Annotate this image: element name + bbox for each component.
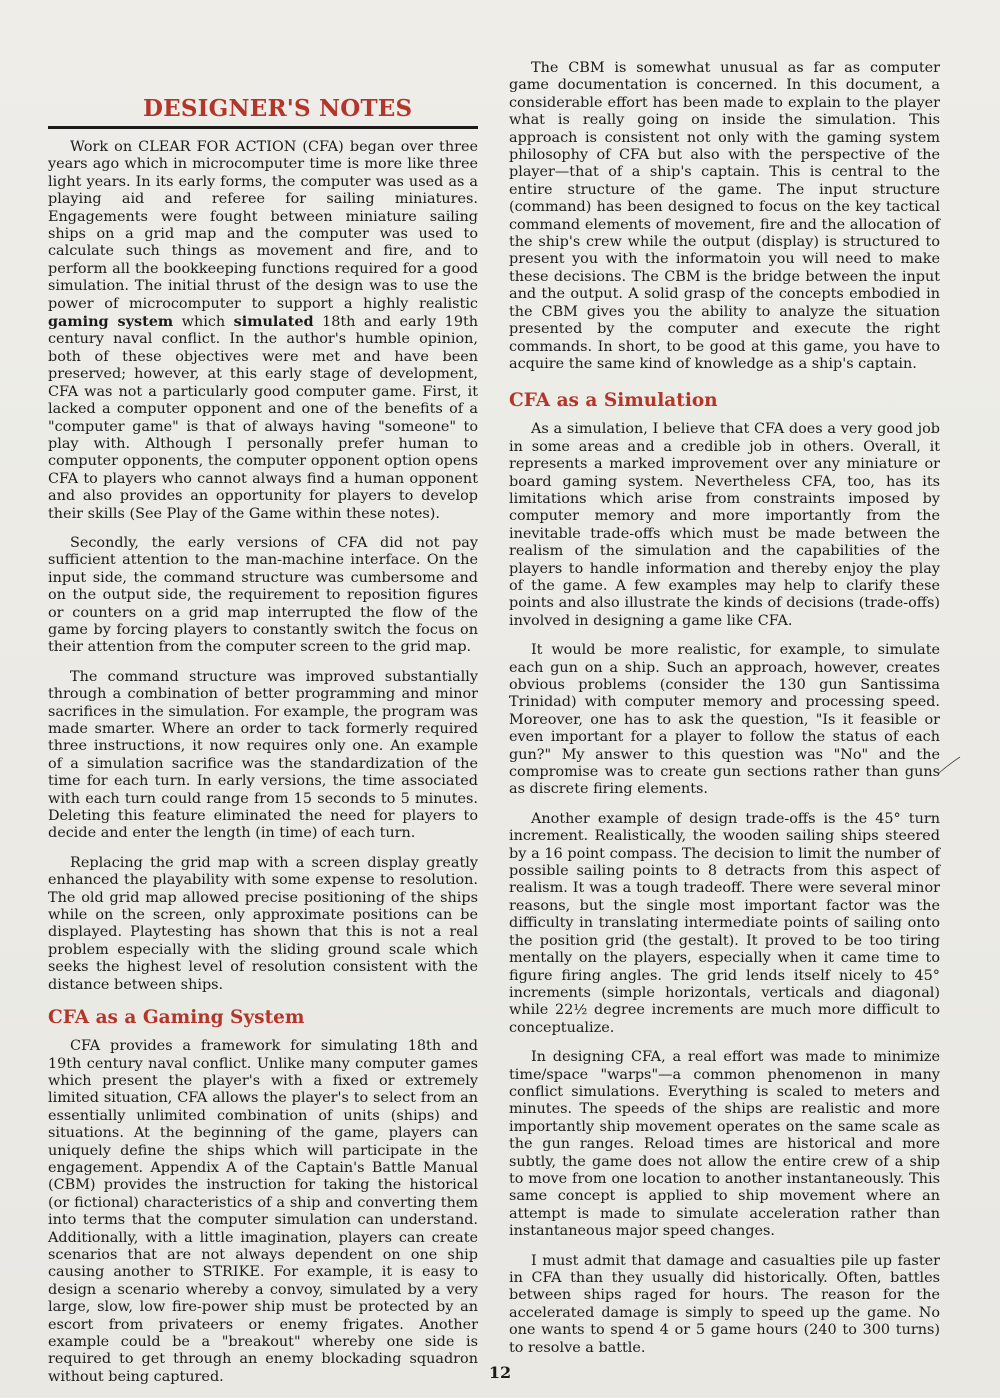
section-heading-gaming-system: CFA as a Gaming System xyxy=(48,1007,305,1029)
left-column xyxy=(48,60,478,1398)
bold-term-simulated: simulated xyxy=(233,313,314,331)
page-title: DESIGNER'S NOTES xyxy=(143,95,413,122)
section-heading-simulation: CFA as a Simulation xyxy=(509,390,718,412)
paragraph-gun-sections: It would be more realistic, for example, to simulate each gun on a ship. Such an approach, however, creates obvious problems (consider the 130 gun Santissima Trinidad) with computer memory and processing speed. Moreover, one has to ask the question, "Is it feasible or even important for a player to follow the status of each gun?" My answer to this question was "No" and the compromise was to create gun sections rather than guns as discrete firing elements. xyxy=(509,642,940,798)
paragraph-command-structure: The command structure was improved substantially through a combination of better programming and minor sacrifices in the simulation. For example, the program was made smarter. Where an order to tack formerly required three instructions, it now requires only one. An example of a simulation sacrifice was the standardization of the time for each turn. In early versions, the time associated with each turn could range from 15 seconds to 5 minutes. Deleting this feature eliminated the need for players to decide and enter the length (in time) of each turn. xyxy=(48,668,478,842)
page-number: 12 xyxy=(488,1363,512,1382)
pen-stroke-mark xyxy=(938,755,962,775)
paragraph-gaming-system: CFA provides a framework for simulating 18th and 19th century naval conflict. Unlike many computer games which present the player's with a fixed or extremely limited situation, CFA allows the player's to select from an essentially unlimited combination of units (ships) and situations. At the beginning of the game, players can uniquely define the ships which will participate in the engagement. Appendix A of the Captain's Battle Manual (CBM) provides the instruction for taking the historical (or fictional) characteristics of a ship and converting them into terms that the computer simulation can understand. Additionally, with a little imagination, players can create scenarios that are not always dependent on one ship causing another to STRIKE. For example, it is easy to design a scenario whereby a convoy, simulated by a very large, slow, low fire-power ship must be protected by an escort from privateers or enemy frigates. Another example could be a "breakout" whereby one side is required to get through an enemy blockading squadron without being captured. xyxy=(48,1038,478,1385)
title-rule xyxy=(48,126,478,129)
paragraph-simulation-intro: As a simulation, I believe that CFA does a very good job in some areas and a credible job in others. Overall, it represents a marked improvement over any miniature or board gaming system. Nevertheless CFA, too, has its limitations which arise from constraints imposed by computer memory and more importantly from the inevitable trade-offs which must be made between the realism of the simulation and the capabilities of the players to handle information and thereby enjoy the play of the game. A few examples may help to clarify these points and also illustrate the kinds of decisions (trade-offs) involved in designing a game like CFA. xyxy=(509,421,940,629)
paragraph-damage: I must admit that damage and casualties pile up faster in CFA than they usually did historically. Often, battles between ships raged for hours. The reason for the accelerated damage is simply to speed up the game. No one wants to spend 4 or 5 game hours (240 to 300 turns) to resolve a battle. xyxy=(509,1252,940,1356)
paragraph-cbm: The CBM is somewhat unusual as far as computer game documentation is concerned. In this document, a considerable effort has been made to explain to the player what is really going on inside the simulation. This approach is consistent not only with the gaming system philosophy of CFA but also with the perspective of the player—that of a ship's captain. This is central to the entire structure of the game. The input structure (command) has been designed to focus on the key tactical command elements of movement, fire and the allocation of the ship's crew while the output (display) is structured to present you with the informatoin you will need to make these decisions. The CBM is the bridge between the input and the output. A solid grasp of the concepts embodied in the CBM gives you the ability to analyze the situation presented by the computer and execute the right commands. In short, to be good at this game, you have to acquire the same kind of knowledge as a ship's captain. xyxy=(509,60,940,372)
paragraph-grid-map: Replacing the grid map with a screen display greatly enhanced the playability with some expense to resolution. The old grid map allowed precise positioning of the ships while on the screen, only approximate positions can be displayed. Playtesting has shown that this is not a real problem especially with the sliding ground scale which seeks the highest level of resolution consistent with the distance between ships. xyxy=(48,854,478,993)
paragraph-intro: Work on CLEAR FOR ACTION (CFA) began over three years ago which in microcomputer time is more like three light years. In its early forms, the computer was used as a playing aid and referee for sailing miniatures. Engagements were fought between miniature sailing ships on a grid map and the computer was used to calculate such things as movement and fire, and to perform all the bookkeeping functions required for a good simulation. The initial thrust of the design was to use the power of microcomputer to support a highly realistic gaming system which simulated 18th and early 19th century naval conflict. In the author's humble opinion, both of these objectives were met and have been preserved; however, at this early stage of development, CFA was not a particularly good computer game. First, it lacked a computer opponent and one of the benefits of a "computer game" is that of always having "someone" to play with. Although I personally prefer human to computer opponents, the computer opponent option opens CFA to players who cannot always find a human opponent and also provides an opportunity for players to develop their skills (See Play of the Game within these notes). xyxy=(48,139,479,522)
paragraph-turn-increment: Another example of design trade-offs is the 45° turn increment. Realistically, the wooden sailing ships steered by a 16 point compass. The decision to limit the number of possible sailing points to 8 detracts from this aspect of realism. It was a tough tradeoff. There were several minor reasons, but the single most important factor was the difficulty in translating intermediate points of sailing onto the position grid (the gestalt). It proved to be too tiring mentally on the players, especially when it came time to figure firing angles. The grid lends itself nicely to 45° increments (simple horizontals, verticals and diagonal) while 22½ degree increments are much more difficult to conceptualize. xyxy=(509,810,940,1036)
right-column xyxy=(509,60,940,1369)
paragraph-man-machine: Secondly, the early versions of CFA did not pay sufficient attention to the man-machine interface. On the input side, the command structure was cumbersome and on the output side, the requirement to reposition figures or counters on a grid map interrupted the flow of the game by forcing players to constantly switch the focus on their attention from the computer screen to the grid map. xyxy=(48,534,478,656)
paragraph-time-space: In designing CFA, a real effort was made to minimize time/space "warps"—a common phenomenon in many conflict simulations. Everything is scaled to meters and minutes. The speeds of the ships are realistic and more importantly ship movement operates on the same scale as the gun ranges. Reload times are historical and more subtly, the game does not allow the entire crew of a ship to move from one location to another instantaneously. This same concept is applied to ship movement where an attempt is made to simulate acceleration rather than instantaneous major speed changes. xyxy=(509,1049,940,1240)
bold-term-gaming-system: gaming system xyxy=(48,313,174,331)
